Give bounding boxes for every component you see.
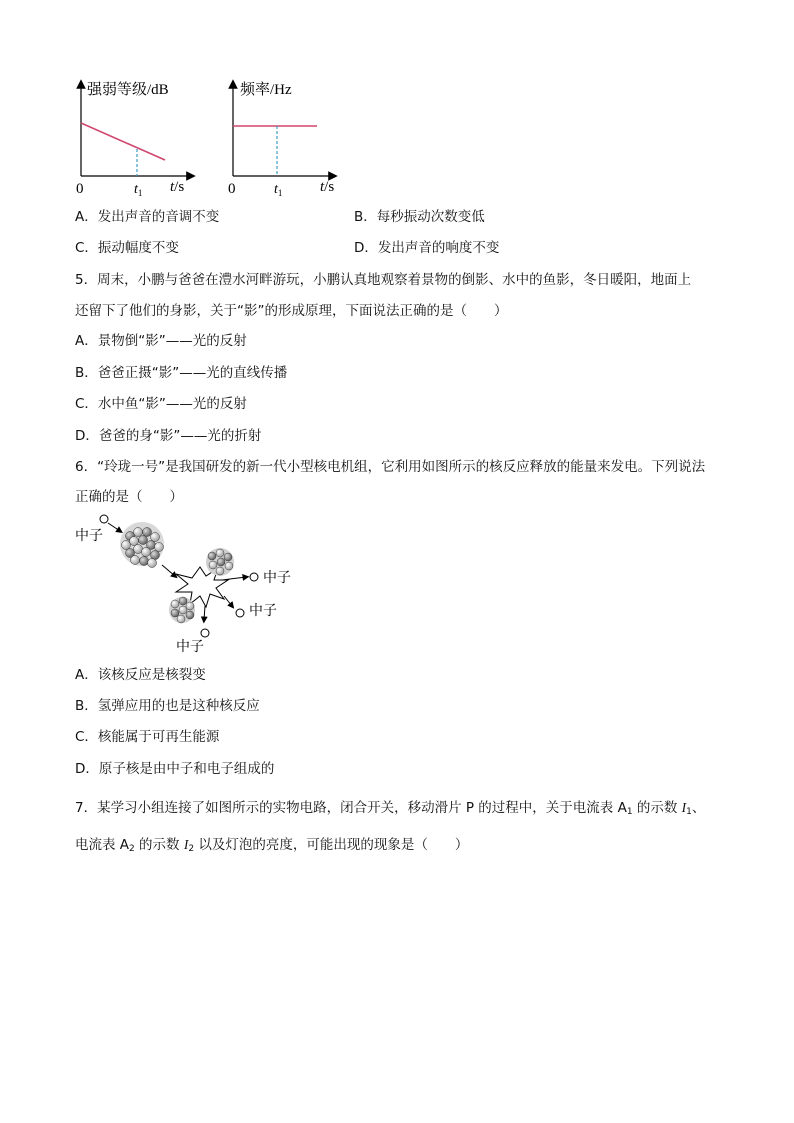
neutron-down-right [236,609,244,617]
q5-choice-b: B．爸爸正摄“影”——光的直线传播 [75,365,288,381]
neutron-label-2: 中子 [263,571,291,586]
q4-choice-b: B．每秒振动次数变低 [354,209,485,225]
q6-choice-d: D．原子核是由中子和电子组成的 [75,761,275,777]
incoming-neutron [100,515,108,523]
t1-tick-label: $t_1$ [134,182,143,198]
y-axis-label: 频率/Hz [240,82,292,98]
neutron-label-1: 中子 [75,529,103,544]
q6-choice-c: C．核能属于可再生能源 [75,729,220,745]
y-axis-label: 强弱等级/dB [87,82,169,98]
q7-stem-line1: 7．某学习小组连接了如图所示的实物电路，闭合开关，移动滑片 P 的过程中，关于电流表 $A_1$ 的示数 $I_1$、 [75,800,706,817]
q6-choice-b: B．氢弹应用的也是这种核反应 [75,698,260,714]
level-line [81,123,165,160]
neutron-arrow-right [222,577,246,580]
fission-fragment-lower [169,597,195,623]
q4-choice-d: D．发出声音的响度不变 [354,240,500,256]
neutron-label-3: 中子 [249,604,277,619]
neutron-arrow-down [204,606,205,620]
nuclear-fission-diagram [72,510,312,658]
q6-stem-line2: 正确的是（ ） [75,489,183,505]
neutron-label-4: 中子 [176,640,204,655]
q6-stem-line1: 6．“玲珑一号”是我国研发的新一代小型核电机组，它利用如图所示的核反应释放的能量来发电。下列说法 [75,459,706,475]
neutron-arrow-down-right [224,596,232,606]
q6-choice-a: A．该核反应是核裂变 [75,667,206,683]
graph-frequency [220,76,350,198]
q5-stem-line2: 还留下了他们的身影，关于“影”的形成原理，下面说法正确的是（ ） [75,303,508,319]
q5-choice-d: D．爸爸的身“影”——光的折射 [75,428,262,444]
x-axis-label: t/s [320,179,335,195]
x-axis-label: t/s [170,179,185,195]
neutron-down [201,629,209,637]
q4-choice-a: A．发出声音的音调不变 [75,209,220,225]
graph-sound-level [68,76,208,198]
fission-fragment-upper [206,548,234,576]
uranium-nucleus [120,522,164,568]
incoming-arrow [108,523,120,531]
q7-stem-line2: 电流表 $A_2$ 的示数 $I_2$ 以及灯泡的亮度，可能出现的现象是（ ） [75,837,469,854]
t1-tick-label: $t_1$ [274,182,283,198]
q5-choice-a: A．景物倒“影”——光的反射 [75,333,247,349]
q4-choice-c: C．振动幅度不变 [75,240,179,256]
q5-stem-line1: 5．周末，小鹏与爸爸在澧水河畔游玩，小鹏认真地观察着景物的倒影、水中的鱼影，冬日暖阳，地面上 [75,272,692,288]
origin-label: 0 [228,181,236,197]
nucleus-to-burst-arrow [162,565,175,576]
neutron-right [250,573,258,581]
origin-label: 0 [76,181,84,197]
q5-choice-c: C．水中鱼“影”——光的反射 [75,396,247,412]
